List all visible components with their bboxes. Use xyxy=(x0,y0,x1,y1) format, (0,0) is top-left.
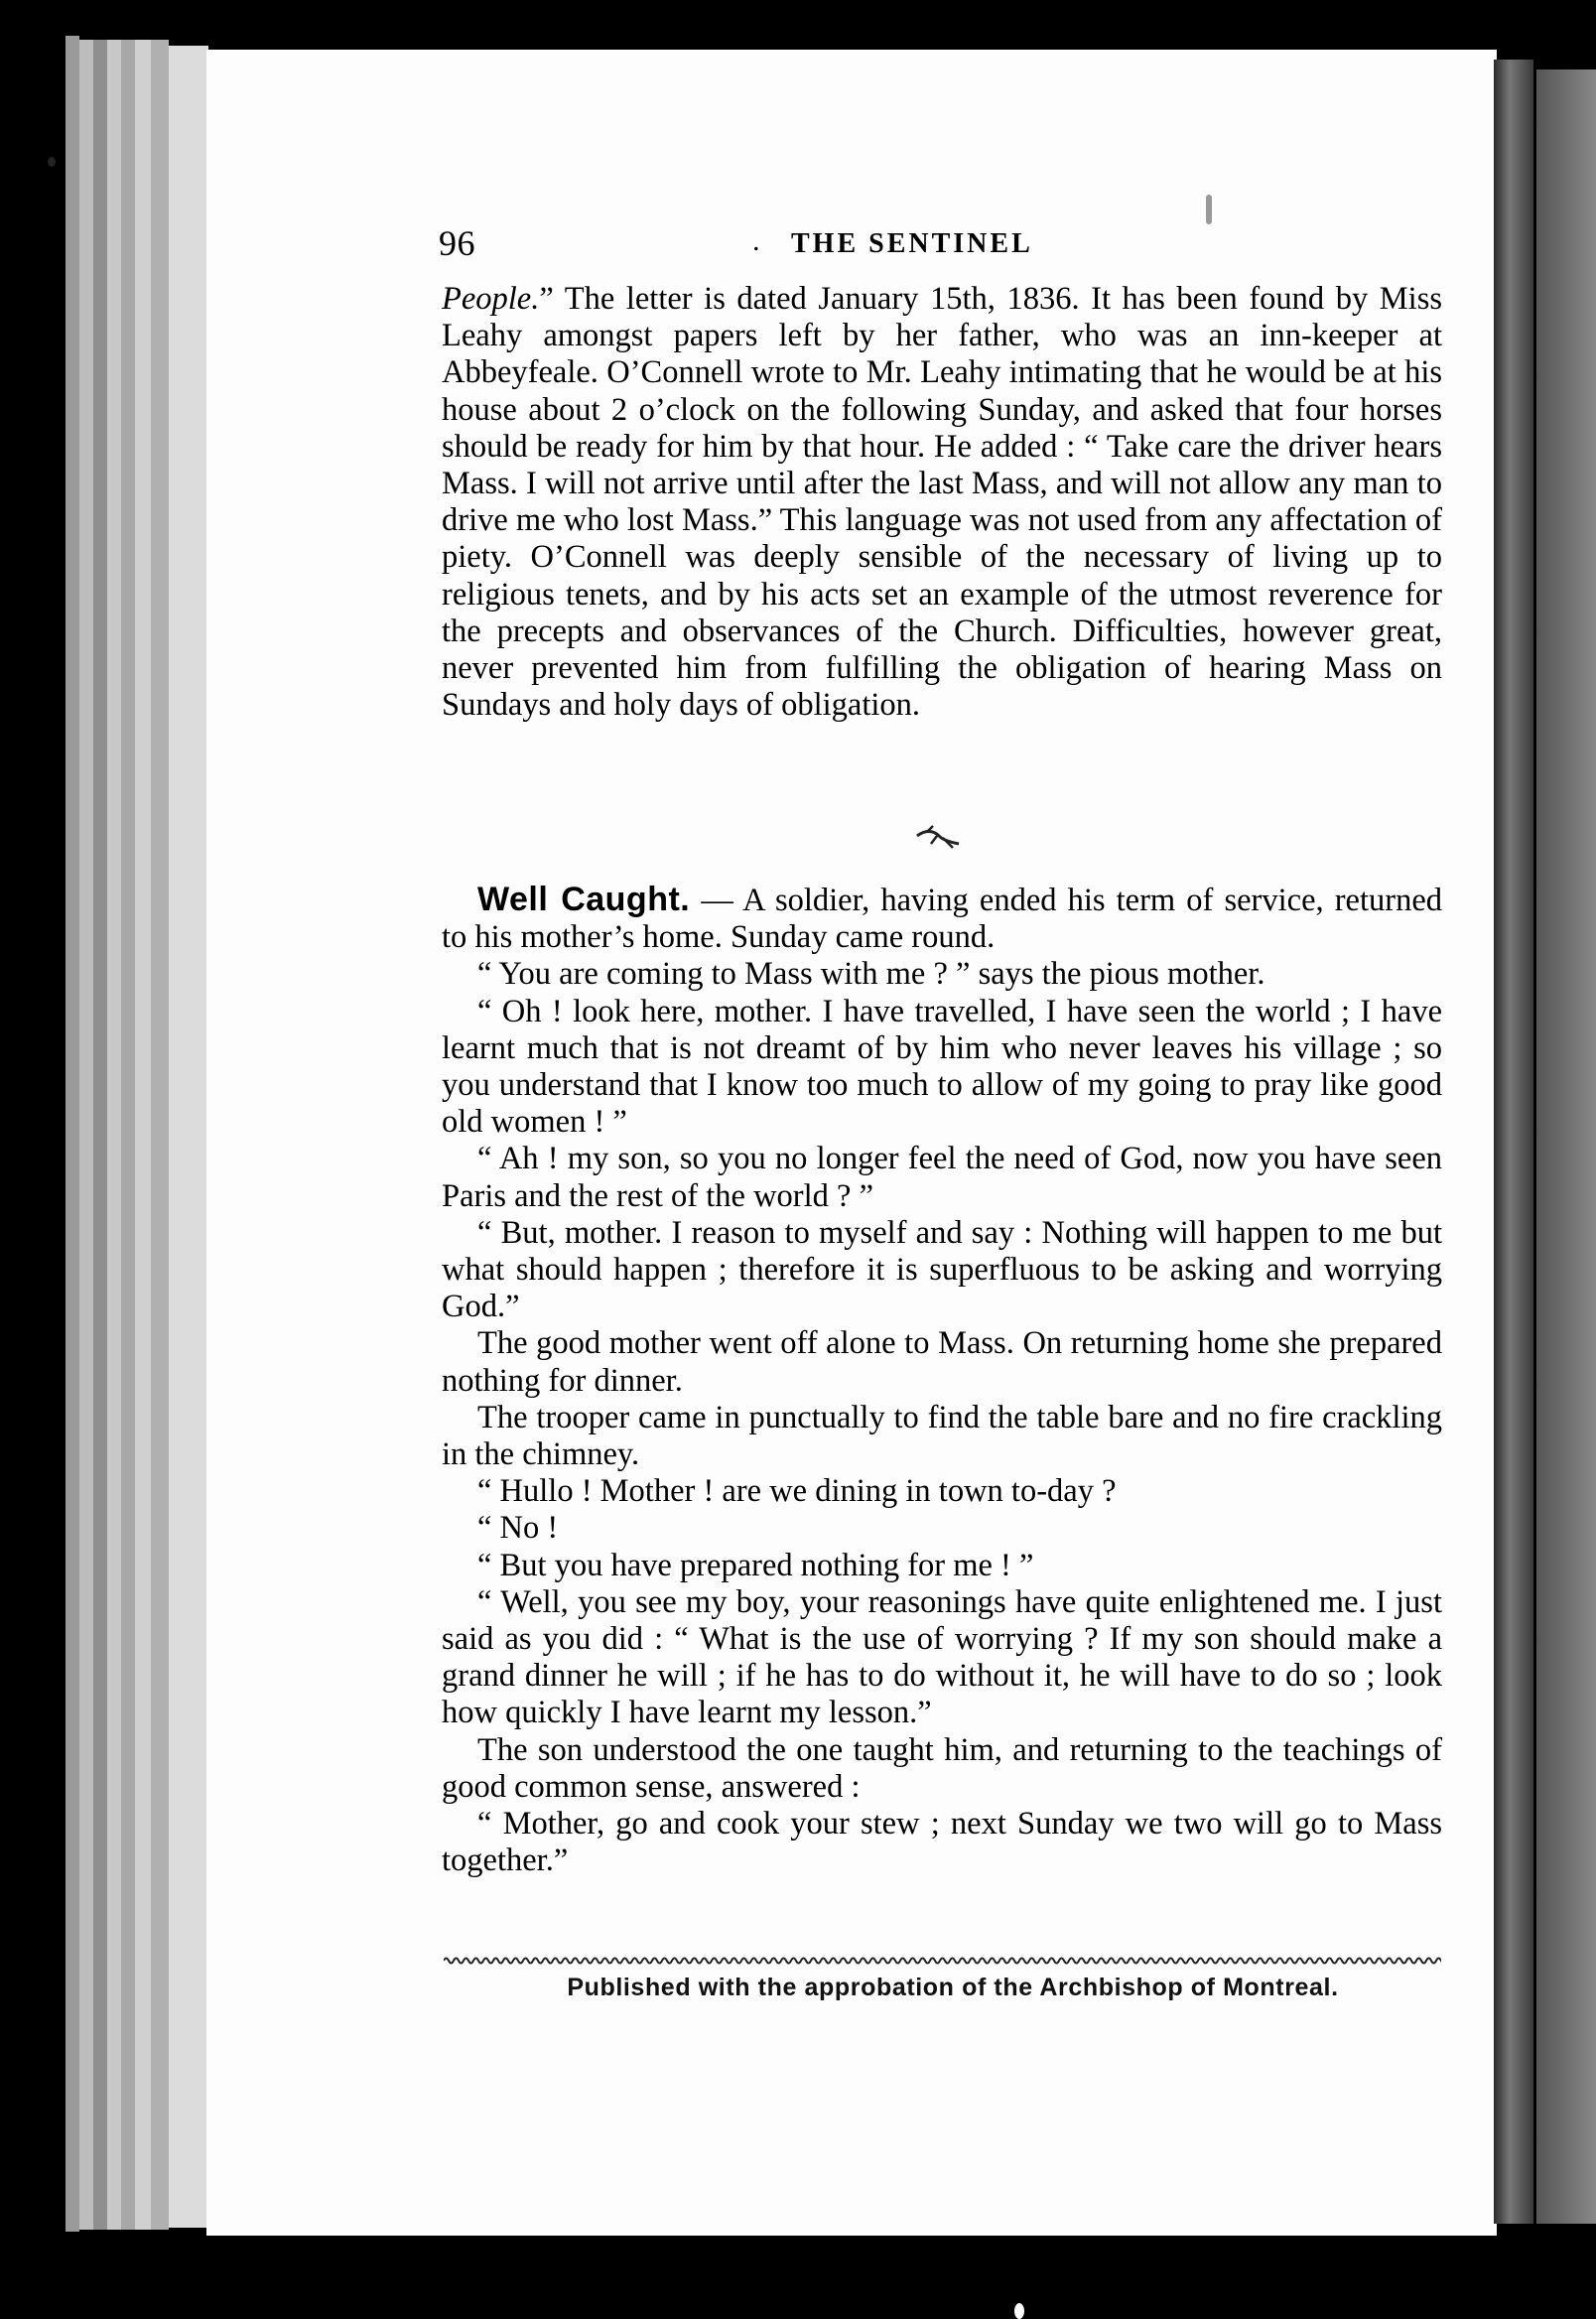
story-paragraph: “ Hullo ! Mother ! are we dining in town to-day ? xyxy=(477,1473,1117,1510)
article-paragraph-text: ” The letter is dated January 15th, 1836. It has been found by Miss Leahy amongst papers left by her father, who was an inn-keeper at Abbeyfeale. O’Connell wrote to Mr. Leahy intimating that he would be at his house about 2 o’clock on the following Sunday, and asked that four horses should be ready for him by that hour. He added : “ Take care the driver hears Mass. I will not arrive until after the last Mass, and will not allow any man to drive me who lost Mass.” This language was not used from any affectation of piety. O’Connell was deeply sensible of the necessary of living up to religious tenets, and by his acts set an example of the utmost reverence for the precepts and observances of the Church. Difficulties, however great, never prevented him from fulfilling the obligation of hearing Mass on Sundays and holy days of obligation. xyxy=(442,281,1442,724)
page-number: 96 xyxy=(439,223,475,263)
story-paragraph: The trooper came in punctually to find the table bare and no fire crackling in the chimney. xyxy=(442,1399,1442,1473)
heading-dash: — xyxy=(690,883,743,918)
fleuron-ornament-icon xyxy=(913,824,963,854)
story-heading: Well Caught. xyxy=(477,881,691,918)
story-paragraph: “ Well, you see my boy, your reasonings have quite enlightened me. I just said as you did : “ What is the use of worrying ? If my son should make a grand dinner he will ; if he has to do without it, he will have to do so ; look how quickly I have learnt my lesson.” xyxy=(442,1583,1442,1731)
publication-approbation: Published with the approbation of the Archbishop of Montreal. xyxy=(567,1974,1339,2001)
story-opening xyxy=(442,882,1442,956)
story-well-caught xyxy=(442,882,1442,1879)
page-edge xyxy=(169,46,208,2228)
story-paragraph: The good mother went off alone to Mass. On returning home she prepared nothing for dinner. xyxy=(442,1325,1442,1399)
story-paragraph: “ No ! xyxy=(477,1510,559,1547)
running-head-separator: . xyxy=(752,224,760,257)
page-edge xyxy=(79,40,93,2230)
story-paragraph: “ But you have prepared nothing for me ! ” xyxy=(477,1547,1034,1583)
scan-speck xyxy=(1014,2303,1024,2319)
page-edge xyxy=(93,40,107,2230)
story-paragraph: “ You are coming to Mass with me ? ” says the pious mother. xyxy=(477,956,1265,993)
story-paragraph: The son understood the one taught him, and returning to the teachings of good common sense, answered : xyxy=(442,1731,1442,1805)
story-paragraph: “ Mother, go and cook your stew ; next Sunday we two will go to Mass together.” xyxy=(442,1806,1442,1879)
running-head xyxy=(230,222,1451,272)
page-edge xyxy=(121,40,135,2230)
journal-title: THE SENTINEL xyxy=(791,228,1033,259)
binding-shadow xyxy=(1494,60,1533,2224)
page-edge xyxy=(107,40,121,2230)
page-edge xyxy=(151,40,169,2230)
story-paragraph: “ Oh ! look here, mother. I have travelled, I have seen the world ; I have learnt much that is not dreamt of by him who never leaves his village ; so you understand that I know too much to allow of my going to pray like good old women ! ” xyxy=(442,993,1442,1141)
wavy-rule-icon xyxy=(444,1954,1441,1968)
story-paragraph: “ Ah ! my son, so you no longer feel the need of God, now you have seen Paris and the rest of the world ? ” xyxy=(442,1141,1442,1214)
page-edge xyxy=(66,36,79,2232)
italic-lead: People. xyxy=(442,281,540,317)
page-edge xyxy=(135,40,151,2230)
next-page-edge xyxy=(1536,69,1596,2224)
story-paragraph: A soldier, having ended his term of service, returned to his mother’s home. Sunday came round. xyxy=(442,883,1442,956)
story-paragraph: “ But, mother. I reason to myself and say : Nothing will happen to me but what should happen ; therefore it is superfluous to be asking and worrying God.” xyxy=(442,1214,1442,1325)
scan-speck xyxy=(1206,195,1212,224)
scan-speck xyxy=(48,157,56,167)
article-paragraph xyxy=(442,281,1442,724)
article-continuation xyxy=(442,281,1442,724)
